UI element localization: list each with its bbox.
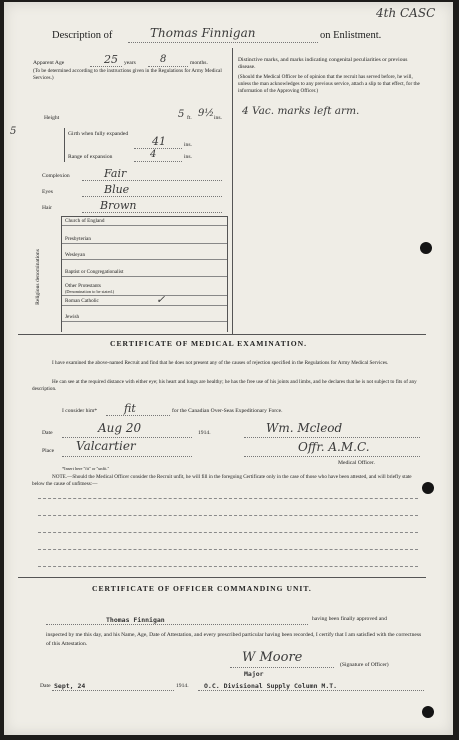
medical-certificate-title: CERTIFICATE OF MEDICAL EXAMINATION. [110,339,308,348]
column-divider [232,48,233,334]
consider-value: fit [124,402,136,415]
commanding-paragraph: inspected by me this day, and his Name, Age, Date of Attestation, and every prescribed particular having been recorded, I certify that I am satisfied with the correctness of this Attestation. [46,632,422,647]
religion-row-wesleyan [62,250,227,260]
commanding-date-year: 1914. [176,683,189,689]
apparent-age-label: Apparent Age [33,60,65,66]
height-inches: 9½ [198,108,215,119]
unfitness-line [38,549,418,550]
name-underline [128,42,318,43]
height-feet: 5 [178,109,185,120]
binder-hole [422,482,434,494]
signature-of-officer-label: (Signature of Officer) [340,662,389,668]
ins-label: ins. [214,115,222,121]
age-months: 8 [160,54,167,65]
religion-label: Roman Catholic [65,298,99,304]
religion-label: Presbyterian [65,236,91,242]
distinctive-marks-heading: Distinctive marks, and marks indicating congenital peculiarities or previous disease. [238,57,408,70]
months-label: months. [190,60,208,66]
eyes-value: Blue [104,183,130,196]
eyes-underline [82,196,222,197]
place-label: Place [42,448,55,454]
medical-paragraph-2: He can see at the required distance with either eye; his heart and lungs are healthy; he has the free use of his joints and limbs, and he declares that he is not subject to fits of any description. [32,379,417,392]
place-underline [62,456,192,457]
commanding-line1-suffix: having been finally approved and [312,616,387,622]
signature-underline [244,437,420,438]
commanding-date-label: Date [40,683,51,689]
unfitness-note: NOTE.—Should the Medical Officer consider the Recruit unfit, he will fill in the foregoing Certificate only in the case of those who have been attested, and will briefly state below the cause of unfitness:— [32,474,412,487]
girth-label: Girth when fully expanded [68,131,129,137]
medical-date-year: 1914. [198,430,211,436]
section-rule-2 [18,577,426,578]
commanding-recruit-name: Thomas Finnigan [106,616,165,624]
unfitness-line [38,566,418,567]
binder-hole [420,242,432,254]
medical-date-label: Date [42,430,53,436]
religion-label: Other Protestants [65,283,101,289]
religion-label: Church of England [65,218,105,224]
hair-underline [82,212,222,213]
commanding-officer-signature: W Moore [242,650,303,665]
commanding-certificate-title: CERTIFICATE OF OFFICER COMMANDING UNIT. [92,584,312,593]
consider-underline [106,415,170,416]
girth-value: 41 [152,135,166,148]
consider-suffix: for the Canadian Over-Seas Expeditionary Force. [172,408,283,414]
roman-catholic-check-mark: ✓ [156,293,166,306]
eyes-label: Eyes [42,189,53,195]
medical-paragraph-1: I have examined the above-named Recruit and find that he does not present any of the causes of rejection specified in the Regulations for Army Medical Services. [52,360,389,366]
hair-value: Brown [100,199,137,212]
unfitness-line [38,532,418,533]
medical-officer-rank: Offr. A.M.C. [298,440,370,454]
attestation-paper-page [4,2,453,735]
religion-row-presbyterian [62,234,227,244]
range-label: Range of expansion [68,154,113,160]
girth-bracket [64,128,65,162]
complexion-value: Fair [104,167,127,180]
religion-row-roman-catholic [62,293,227,306]
hair-label: Hair [42,205,52,211]
medical-officer-label: Medical Officer. [338,460,375,466]
religion-row-jewish [62,312,227,322]
religion-row-other-protestants [62,282,227,296]
other-protestants-note: (Denomination to be stated.) [65,289,115,294]
commanding-signature-underline [230,667,334,668]
religion-row-church-of-england [62,216,227,226]
height-label: Height [44,115,60,121]
religious-label: Religious denominations [34,249,41,305]
on-enlistment-label: on Enlistment. [320,30,382,41]
age-years: 25 [104,53,118,66]
commanding-date-value: Sept, 24 [54,682,86,690]
religion-label: Wesleyan [65,252,86,258]
range-ins-label: ins. [184,154,192,160]
recruit-name: Thomas Finnigan [150,26,256,40]
corner-note: 4th CASC [376,6,436,20]
age-years-underline [90,66,122,67]
religion-row-baptist [62,267,227,277]
religion-label: Baptist or Congregationalist [65,269,124,275]
age-months-underline [148,66,188,67]
section-rule-1 [18,334,426,335]
years-label: years [124,60,136,66]
commanding-unit: O.C. Divisional Supply Column M.T. [204,682,338,690]
description-label: Description of [52,30,113,41]
ft-label: ft. [187,115,192,121]
age-note: (To be determined according to the instructions given in the Regulations for Army Medical Services.) [33,68,222,81]
binder-hole [422,706,434,718]
commanding-unit-underline [198,690,424,691]
complexion-label: Complexion [42,173,70,179]
commanding-date-underline [52,690,174,691]
consider-label: I consider him* [62,408,98,414]
margin-mark: 5 [10,126,17,137]
commanding-officer-rank: Major [244,670,264,678]
distinctive-marks-note: (Should the Medical Officer be of opinion that the recruit has served before, he will, unless the man acknowledges to any previous service, attach a slip to that effect, for the information of the Approving Officer.) [238,74,420,94]
medical-date-value: Aug 20 [98,421,142,435]
religion-label: Jewish [65,314,80,320]
unfitness-line [38,515,418,516]
range-underline [134,161,182,162]
officer-underline [244,456,420,457]
distinctive-marks-value: 4 Vac. marks left arm. [242,105,360,117]
range-value: 4 [150,149,157,160]
complexion-underline [82,180,222,181]
insert-note: *Insert here "fit" or "unfit." [62,466,110,471]
girth-ins-label: ins. [184,142,192,148]
medical-date-underline [62,437,192,438]
unfitness-line [38,498,418,499]
girth-underline [134,148,182,149]
religious-side-label [34,240,52,320]
commanding-name-underline [46,624,308,625]
medical-officer-signature: Wm. Mcleod [266,421,343,435]
religion-table-right-rule [227,216,228,332]
place-value: Valcartier [76,439,136,453]
